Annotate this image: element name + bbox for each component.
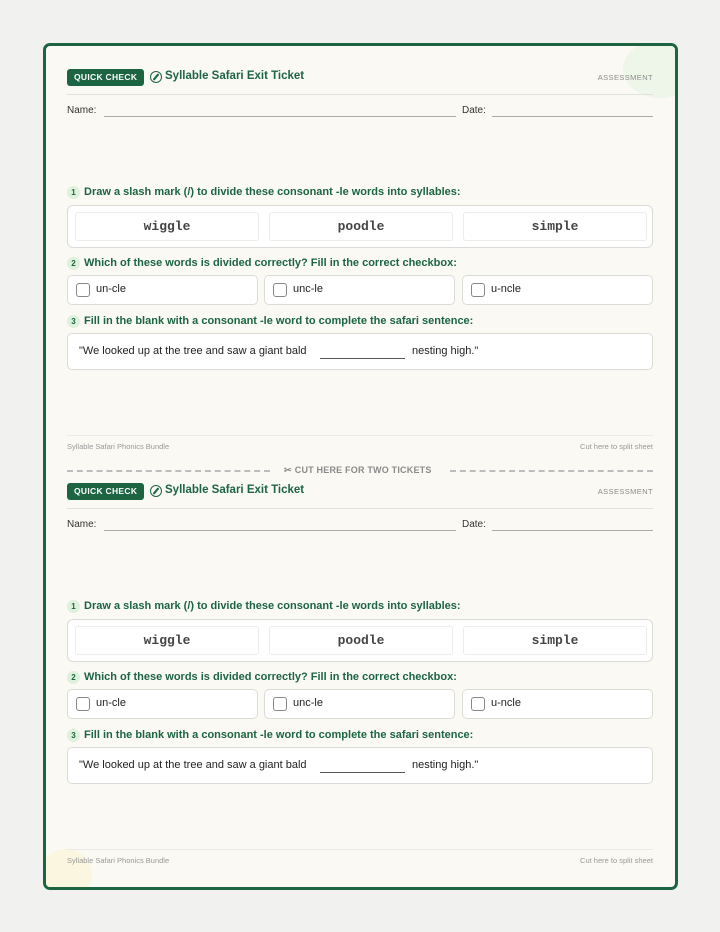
sentence-before: "We looked up at the tree and saw a giant bald xyxy=(79,345,307,357)
assessment-tag: ASSESSMENT xyxy=(597,73,653,82)
name-label: Name: xyxy=(67,105,97,116)
ticket-header xyxy=(67,64,653,95)
footer-bundle: Syllable Safari Phonics Bundle xyxy=(67,856,170,865)
name-date-row xyxy=(67,509,653,539)
name-field[interactable] xyxy=(104,116,456,117)
question-number: 2 xyxy=(67,671,80,684)
question-number: 1 xyxy=(67,186,80,199)
answer-blank[interactable] xyxy=(320,358,405,359)
option-label: un-cle xyxy=(96,283,126,295)
date-field[interactable] xyxy=(492,530,653,531)
question-text: Which of these words is divided correctly? Fill in the correct checkbox: xyxy=(84,257,457,269)
option-label: un-cle xyxy=(96,697,126,709)
option-label: unc-le xyxy=(293,697,323,709)
checkbox-option[interactable] xyxy=(462,275,653,305)
word-card[interactable]: simple xyxy=(463,212,647,241)
checkbox-option[interactable] xyxy=(67,689,258,719)
word-box xyxy=(67,619,653,662)
option-label: u-ncle xyxy=(491,697,521,709)
compass-icon xyxy=(150,71,162,83)
checkbox-option[interactable] xyxy=(67,275,258,305)
sentence-box xyxy=(67,333,653,370)
ticket-footer xyxy=(67,849,653,865)
compass-icon xyxy=(150,485,162,497)
question-number: 1 xyxy=(67,600,80,613)
date-label: Date: xyxy=(462,105,486,116)
cut-label xyxy=(284,465,432,476)
ticket-header xyxy=(67,478,653,509)
checkbox-option[interactable] xyxy=(462,689,653,719)
ticket-footer xyxy=(67,435,653,451)
question-text: Draw a slash mark (/) to divide these consonant -le words into syllables: xyxy=(84,600,461,612)
question-1 xyxy=(67,600,653,648)
checkbox-option[interactable] xyxy=(264,689,455,719)
word-box xyxy=(67,205,653,248)
sentence-after: nesting high." xyxy=(412,759,479,771)
sentence-before: "We looked up at the tree and saw a giant bald xyxy=(79,759,307,771)
quick-check-badge: QUICK CHECK xyxy=(67,483,144,500)
question-number: 2 xyxy=(67,257,80,270)
answer-blank[interactable] xyxy=(320,772,405,773)
question-2 xyxy=(67,671,653,709)
question-2 xyxy=(67,257,653,295)
exit-ticket xyxy=(67,64,653,451)
checkbox[interactable] xyxy=(76,283,90,297)
word-card[interactable]: poodle xyxy=(269,626,453,655)
ticket-title: Syllable Safari Exit Ticket xyxy=(165,484,305,496)
ticket-title: Syllable Safari Exit Ticket xyxy=(165,70,305,82)
question-text: Fill in the blank with a consonant -le word to complete the safari sentence: xyxy=(84,729,474,741)
word-card[interactable]: simple xyxy=(463,626,647,655)
checkbox[interactable] xyxy=(471,283,485,297)
cut-text: CUT HERE FOR TWO TICKETS xyxy=(294,465,432,475)
dashed-line xyxy=(67,470,270,472)
exit-ticket xyxy=(67,478,653,865)
question-number: 3 xyxy=(67,315,80,328)
checkbox[interactable] xyxy=(273,697,287,711)
name-label: Name: xyxy=(67,519,97,530)
question-number: 3 xyxy=(67,729,80,742)
date-field[interactable] xyxy=(492,116,653,117)
checkbox[interactable] xyxy=(273,283,287,297)
date-label: Date: xyxy=(462,519,486,530)
sentence-after: nesting high." xyxy=(412,345,479,357)
name-field[interactable] xyxy=(104,530,456,531)
scissors-icon: ✂ xyxy=(284,465,292,475)
question-text: Which of these words is divided correctly? Fill in the correct checkbox: xyxy=(84,671,457,683)
cut-line xyxy=(67,466,653,476)
name-date-row xyxy=(67,95,653,125)
question-3 xyxy=(67,729,653,771)
question-text: Draw a slash mark (/) to divide these consonant -le words into syllables: xyxy=(84,186,461,198)
word-card[interactable]: wiggle xyxy=(75,212,259,241)
dashed-line xyxy=(450,470,653,472)
quick-check-badge: QUICK CHECK xyxy=(67,69,144,86)
option-label: u-ncle xyxy=(491,283,521,295)
footer-cut-note: Cut here to split sheet xyxy=(580,442,653,451)
checkbox[interactable] xyxy=(76,697,90,711)
checkbox-option[interactable] xyxy=(264,275,455,305)
word-card[interactable]: poodle xyxy=(269,212,453,241)
assessment-tag: ASSESSMENT xyxy=(597,487,653,496)
checkbox[interactable] xyxy=(471,697,485,711)
option-label: unc-le xyxy=(293,283,323,295)
worksheet-page xyxy=(43,43,678,890)
question-1 xyxy=(67,186,653,234)
sentence-box xyxy=(67,747,653,784)
question-3 xyxy=(67,315,653,357)
footer-bundle: Syllable Safari Phonics Bundle xyxy=(67,442,170,451)
question-text: Fill in the blank with a consonant -le word to complete the safari sentence: xyxy=(84,315,474,327)
footer-cut-note: Cut here to split sheet xyxy=(580,856,653,865)
word-card[interactable]: wiggle xyxy=(75,626,259,655)
